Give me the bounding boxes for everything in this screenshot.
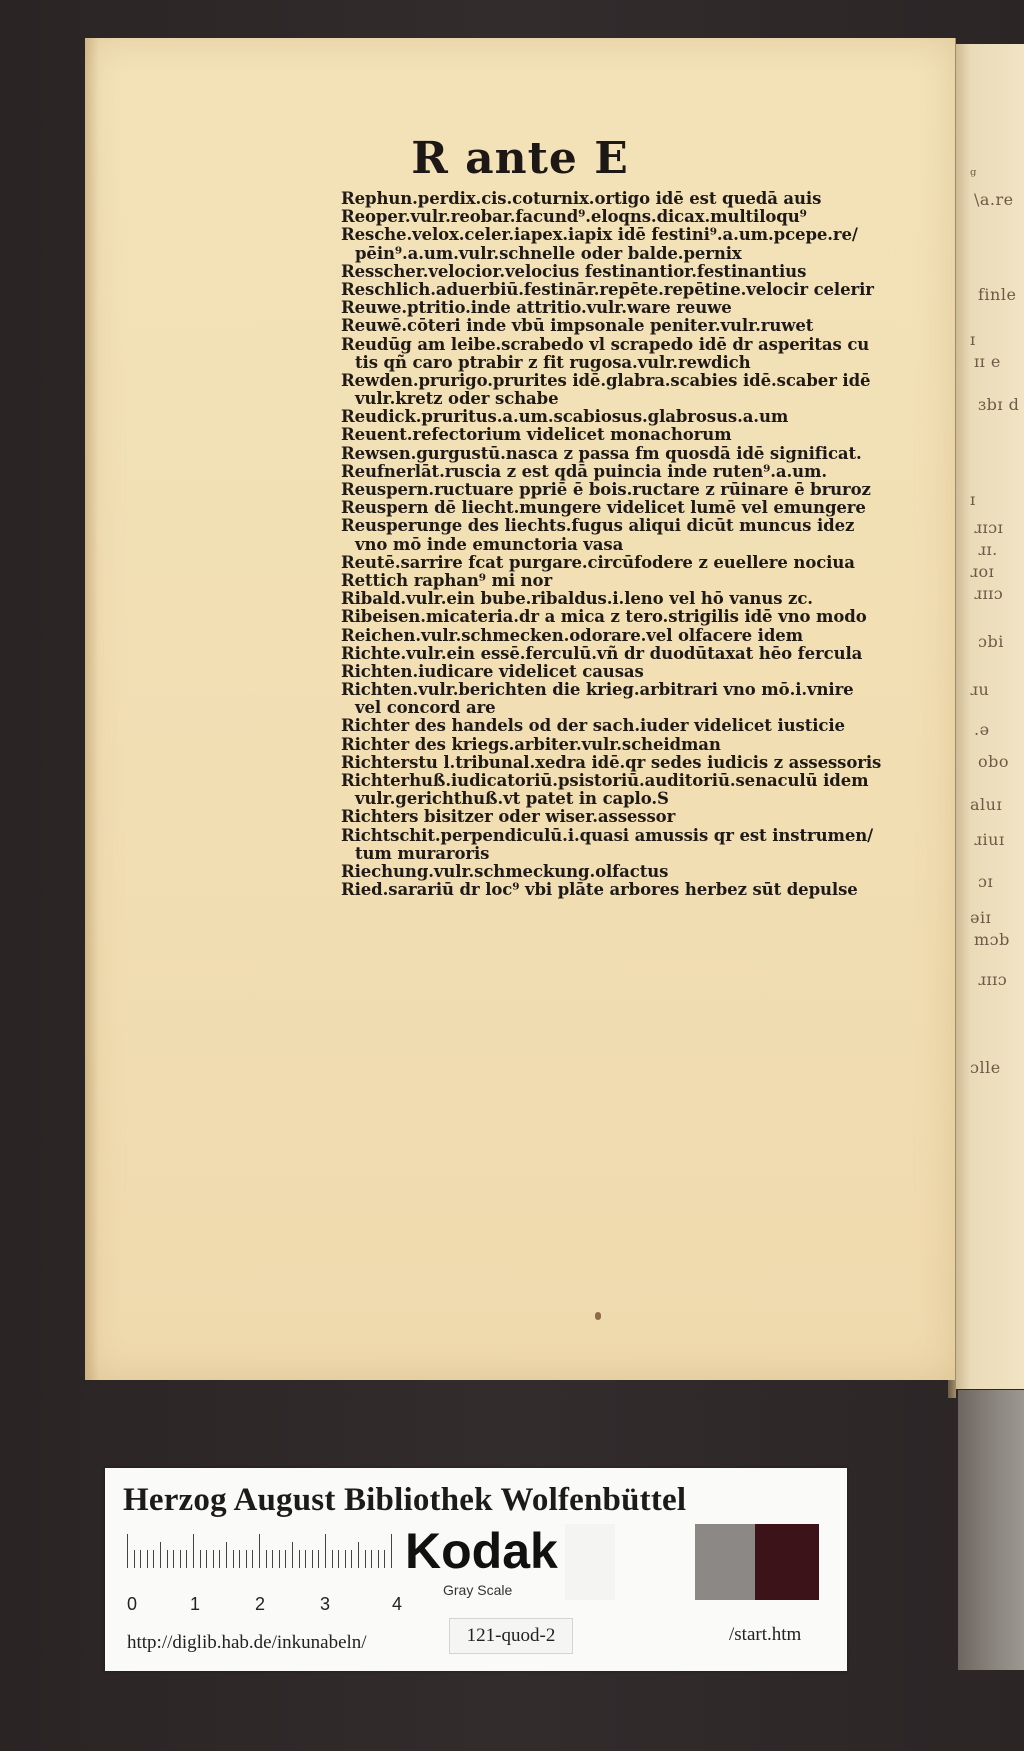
ruler-tick (266, 1550, 267, 1568)
text-line: Richters bisitzer oder wiser.assessor (341, 808, 676, 827)
ruler-tick (272, 1550, 273, 1568)
ruler-tick (206, 1550, 207, 1568)
text-line: Richten.iudicare videlicet causas (341, 662, 644, 681)
ruler-tick (252, 1550, 253, 1568)
ruler-number: 4 (392, 1594, 403, 1614)
text-line: Reichen.vulr.schmecken.odorare.vel olfacere idem (341, 626, 804, 645)
ruler-tick (193, 1534, 194, 1568)
ruler-tick (358, 1542, 359, 1568)
kodak-logo: Kodak (405, 1523, 558, 1579)
library-name: Herzog August Bibliothek Wolfenbüttel (123, 1482, 687, 1518)
ruler-tick (332, 1550, 333, 1568)
text-line: Reuwe.ptritio.inde attritio.vulr.ware reuwe (341, 299, 732, 318)
page-text (341, 190, 1024, 899)
facing-page-fragment: ɹɪ. (978, 540, 998, 559)
dark-patch (755, 1524, 819, 1600)
facing-page-fragment: ɹɪɪɔ (978, 970, 1008, 989)
text-line: Reusperunge des liechts.fugus aliqui dicūt muncus idez (341, 517, 855, 536)
measurement-ruler (127, 1534, 395, 1568)
ruler-tick (292, 1542, 293, 1568)
book-page (85, 38, 955, 1380)
text-line: Resscher.velocior.velocius festinantior.festinantius (341, 262, 807, 281)
kodak-logo-box (405, 1522, 563, 1596)
text-line: Reuspern dē liecht.mungere videlicet lumē vel emungere (341, 499, 866, 518)
ruler-tick (318, 1550, 319, 1568)
text-line: Reuent.refectorium videlicet monachorum (341, 426, 732, 445)
start-page: /start.htm (729, 1624, 802, 1645)
text-line: tum muraroris (355, 844, 490, 863)
ruler-tick (127, 1534, 128, 1568)
text-line: pēin⁹.a.um.vulr.schnelle oder balde.pernix (355, 244, 742, 263)
text-line: Richte.vulr.ein essē.ferculū.vñ dr duodūtaxat hēo fercula (341, 644, 863, 663)
facing-page-fragment: finle (978, 285, 1017, 304)
text-line: Ribald.vulr.ein bube.ribaldus.i.leno vel hō vanus zc. (341, 590, 813, 609)
text-line: Riechung.vulr.schmeckung.olfactus (341, 862, 669, 881)
text-line: Rettich raphan⁹ mi nor (341, 571, 553, 590)
ruler-tick (226, 1542, 227, 1568)
ruler-tick (186, 1550, 187, 1568)
facing-page-fragment: ǝiɪ (970, 908, 992, 927)
text-line: Rewsen.gurgustū.nasca z passa fm quosdā idē significat. (341, 444, 862, 463)
facing-page-lower (958, 1390, 1024, 1670)
ruler-tick (279, 1550, 280, 1568)
ruler-tick (239, 1550, 240, 1568)
ruler-tick (134, 1550, 135, 1568)
text-line: Reudick.pruritus.a.um.scabiosus.glabrosus.a.um (341, 408, 789, 427)
ruler-tick (160, 1542, 161, 1568)
facing-page-fragment: aluɪ (970, 795, 1003, 814)
ruler-tick (299, 1550, 300, 1568)
ruler-tick (153, 1550, 154, 1568)
facing-page-fragment: ɹoɪ (970, 562, 995, 581)
text-line: Resche.velox.celer.iapex.iapix idē festini⁹.a.um.pcepe.re/ (341, 226, 858, 245)
library-label-card (105, 1468, 847, 1671)
text-line: Rephun.perdix.cis.coturnix.ortigo idē est quedā auis (341, 190, 822, 208)
text-line: Richten.vulr.berichten die krieg.arbitrari vno mō.i.vnire (341, 681, 854, 700)
facing-page-fragment: ᵍ (970, 165, 977, 184)
text-line: vulr.kretz oder schabe (355, 390, 559, 409)
text-line: vno mō inde emunctoria vasa (355, 535, 624, 554)
ruler-tick (246, 1550, 247, 1568)
facing-page-fragment: ɪ (970, 490, 976, 509)
ruler-number: 0 (127, 1594, 138, 1614)
facing-page-fragment: ɔlle (970, 1058, 1001, 1077)
ruler-tick (312, 1550, 313, 1568)
ruler-tick (365, 1550, 366, 1568)
facing-page-fragment: \a.re (974, 190, 1014, 209)
text-line: Richterhuß.iudicatoriū.psistoriū.auditoriū.senaculū idem (341, 772, 869, 790)
page-header: R ante E (411, 133, 629, 184)
ruler-number: 2 (255, 1594, 266, 1614)
text-line: tis qñ caro ptrabir z fit rugosa.vulr.rewdich (355, 353, 751, 372)
ruler-tick (219, 1550, 220, 1568)
text-line: Ried.sarariū dr loc⁹ vbi plāte arbores herbez sūt depulse (341, 881, 858, 900)
text-line: Reschlich.aduerbiū.festinār.repēte.repētine.velocir celerir (341, 280, 874, 299)
ruler-tick (233, 1550, 234, 1568)
shelfmark: 121-quod-2 (449, 1618, 573, 1654)
ruler-tick (285, 1550, 286, 1568)
text-line: Richter des handels od der sach.iuder videlicet iusticie (341, 717, 845, 736)
facing-page-fragment: ɹiuɪ (974, 830, 1005, 849)
text-line: Reoper.vulr.reobar.facund⁹.eloqns.dicax.multiloqu⁹ (341, 208, 807, 227)
facing-page-fragment: ɹɪɔɪ (974, 518, 1004, 537)
text-line: vel concord are (355, 699, 496, 718)
ruler-tick (140, 1550, 141, 1568)
facing-page-fragment: obo (978, 752, 1010, 771)
ruler-tick (391, 1534, 392, 1568)
text-line: Reutē.sarrire fcat purgare.circūfodere z euellere nociua (341, 553, 855, 572)
facing-page-fragment: ɹu (970, 680, 990, 699)
text-line: Reudūg am leibe.scrabedo vl scrapedo idē dr asperitas cu (341, 335, 870, 354)
ruler-tick (338, 1550, 339, 1568)
ruler-tick (384, 1550, 385, 1568)
gray-scale-label: Gray Scale (443, 1582, 513, 1598)
text-line: Richterstu l.tribunal.xedra idē.qr sedes iudicis z assessoris (341, 753, 882, 772)
ruler-tick (200, 1550, 201, 1568)
ruler-tick (213, 1550, 214, 1568)
ruler-number: 1 (190, 1594, 201, 1614)
facing-page-fragment: .ǝ (974, 720, 990, 739)
page-edge (85, 38, 99, 1380)
facing-page-fragment: ɔbi (978, 632, 1004, 651)
ruler-tick (345, 1550, 346, 1568)
ruler-tick (167, 1550, 168, 1568)
gray-patch (695, 1524, 755, 1600)
text-line: vulr.gerichthuß.vt patet in caplo.S (355, 790, 669, 809)
facing-page-fragment: ɪɪ e (974, 352, 1001, 371)
ink-speck (595, 1312, 601, 1320)
ruler-tick (147, 1550, 148, 1568)
ruler-tick (378, 1550, 379, 1568)
text-line: Reuwē.cōteri inde vbū impsonale peniter.vulr.ruwet (341, 317, 814, 336)
facing-page-fragment: mɔb (974, 930, 1010, 949)
text-line: Richter des kriegs.arbiter.vulr.scheidman (341, 735, 721, 754)
ruler-tick (180, 1550, 181, 1568)
text-line: Reuspern.ructuare ppriē ē bois.ructare z rūinare ē bruroz (341, 481, 871, 499)
text-line: Richtschit.perpendiculū.i.quasi amussis qr est instrumen/ (341, 826, 874, 845)
facing-page-fragment: ɔɪ (978, 872, 994, 891)
ruler-tick (259, 1534, 260, 1568)
facing-page-fragment: ɜbɪ d (978, 395, 1020, 414)
facing-page-fragment: ɪ (970, 330, 976, 349)
text-line: Rewden.prurigo.prurites idē.glabra.scabies idē.scaber idē (341, 371, 871, 390)
facing-page-fragment: ɹɪɪɔ (974, 584, 1004, 603)
ruler-tick (371, 1550, 372, 1568)
library-url: http://diglib.hab.de/inkunabeln/ (127, 1632, 367, 1653)
ruler-tick (351, 1550, 352, 1568)
text-line: Reufnerlāt.ruscia z est qdā puincia inde ruten⁹.a.um. (341, 462, 828, 481)
white-patch (565, 1524, 615, 1600)
ruler-tick (305, 1550, 306, 1568)
ruler-tick (173, 1550, 174, 1568)
ruler-tick (325, 1534, 326, 1568)
text-line: Ribeisen.micateria.dr a mica z tero.strigilis idē vno modo (341, 608, 867, 627)
ruler-number: 3 (320, 1594, 331, 1614)
